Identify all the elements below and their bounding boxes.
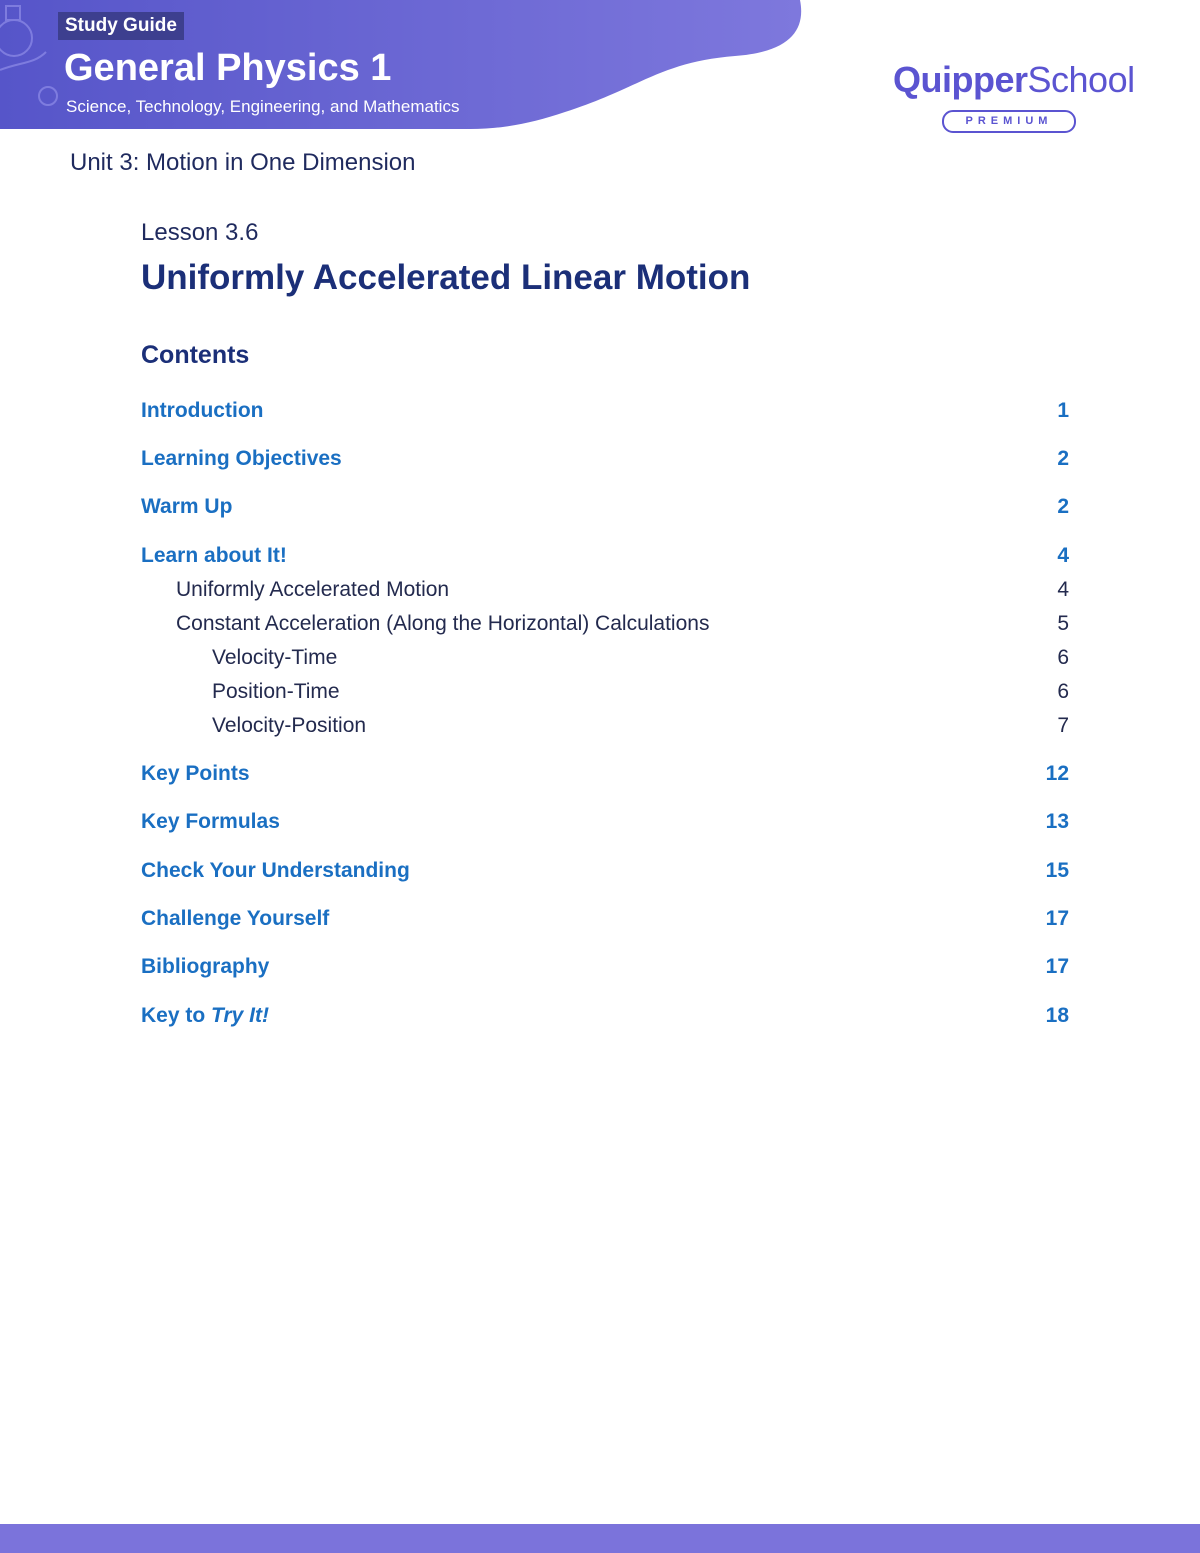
toc-entry-label: Key Points <box>141 762 250 785</box>
toc-entry-label: Learning Objectives <box>141 447 342 470</box>
toc-entry-challenge-yourself[interactable] <box>141 904 1069 934</box>
toc-entry-page: 4 <box>1057 578 1069 601</box>
toc-entry-label <box>141 1004 269 1028</box>
toc-entry-label: Velocity-Position <box>212 714 367 737</box>
toc-entry-page: 6 <box>1057 680 1069 703</box>
toc-entry-label: Constant Acceleration (Along the Horizontal) Calculations <box>176 612 710 635</box>
toc-entry-page: 17 <box>1045 907 1069 930</box>
toc-entry-page: 6 <box>1057 646 1069 669</box>
toc-entry-introduction[interactable] <box>141 396 1069 426</box>
logo-quipper-text: Quipper <box>893 59 1028 100</box>
toc-subentry-velocity-time[interactable] <box>141 643 1069 673</box>
logo-premium-badge: PREMIUM <box>942 110 1076 133</box>
contents-heading: Contents <box>141 341 250 369</box>
unit-title: Unit 3: Motion in One Dimension <box>70 149 416 176</box>
toc-entry-label: Check Your Understanding <box>141 859 410 882</box>
toc-entry-page: 13 <box>1045 810 1069 833</box>
logo-wordmark <box>893 58 1135 102</box>
toc-entry-label-italic: Try It! <box>211 1004 269 1027</box>
course-title: General Physics 1 <box>64 47 392 89</box>
toc-entry-page: 7 <box>1057 714 1069 737</box>
toc-entry-label: Learn about It! <box>141 544 287 567</box>
toc-entry-label-prefix: Key to <box>141 1004 212 1027</box>
toc-entry-learn-about-it[interactable] <box>141 541 1069 571</box>
toc-entry-page: 18 <box>1045 1004 1069 1027</box>
toc-entry-page: 4 <box>1057 544 1069 567</box>
toc-entry-page: 2 <box>1057 495 1069 518</box>
toc-entry-label: Velocity-Time <box>212 646 338 669</box>
toc-entry-page: 5 <box>1057 612 1069 635</box>
lesson-number: Lesson 3.6 <box>141 219 259 246</box>
toc-entry-key-formulas[interactable] <box>141 807 1069 837</box>
toc-subentry-position-time[interactable] <box>141 677 1069 707</box>
study-guide-badge: Study Guide <box>58 12 184 40</box>
toc-subentry-velocity-position[interactable] <box>141 711 1069 741</box>
logo-school-text: School <box>1027 59 1135 100</box>
toc-entry-bibliography[interactable] <box>141 952 1069 982</box>
course-subtitle: Science, Technology, Engineering, and Mathematics <box>66 97 460 116</box>
lesson-title: Uniformly Accelerated Linear Motion <box>141 258 751 297</box>
toc-entry-label: Uniformly Accelerated Motion <box>176 578 450 601</box>
toc-entry-page: 12 <box>1045 762 1069 785</box>
toc-entry-page: 2 <box>1057 447 1069 470</box>
toc-entry-label: Key Formulas <box>141 810 280 833</box>
toc-entry-check-your-understanding[interactable] <box>141 856 1069 886</box>
toc-entry-label: Bibliography <box>141 955 270 978</box>
toc-entry-page: 17 <box>1045 955 1069 978</box>
toc-entry-key-to-try-it[interactable] <box>141 1001 1069 1031</box>
toc-entry-page: 15 <box>1045 859 1069 882</box>
toc-subentry-constant-acceleration[interactable] <box>141 609 1069 639</box>
toc-entry-key-points[interactable] <box>141 759 1069 789</box>
toc-entry-label: Introduction <box>141 399 264 422</box>
toc-entry-learning-objectives[interactable] <box>141 444 1069 474</box>
toc-entry-label: Position-Time <box>212 680 340 703</box>
toc-entry-page: 1 <box>1057 399 1069 422</box>
toc-entry-label: Warm Up <box>141 495 233 518</box>
toc-entry-warm-up[interactable] <box>141 492 1069 522</box>
toc-entry-label: Challenge Yourself <box>141 907 330 930</box>
footer-bar <box>0 1524 1200 1553</box>
quipper-school-logo <box>893 58 1135 134</box>
toc-subentry-uniformly-accelerated-motion[interactable] <box>141 575 1069 605</box>
